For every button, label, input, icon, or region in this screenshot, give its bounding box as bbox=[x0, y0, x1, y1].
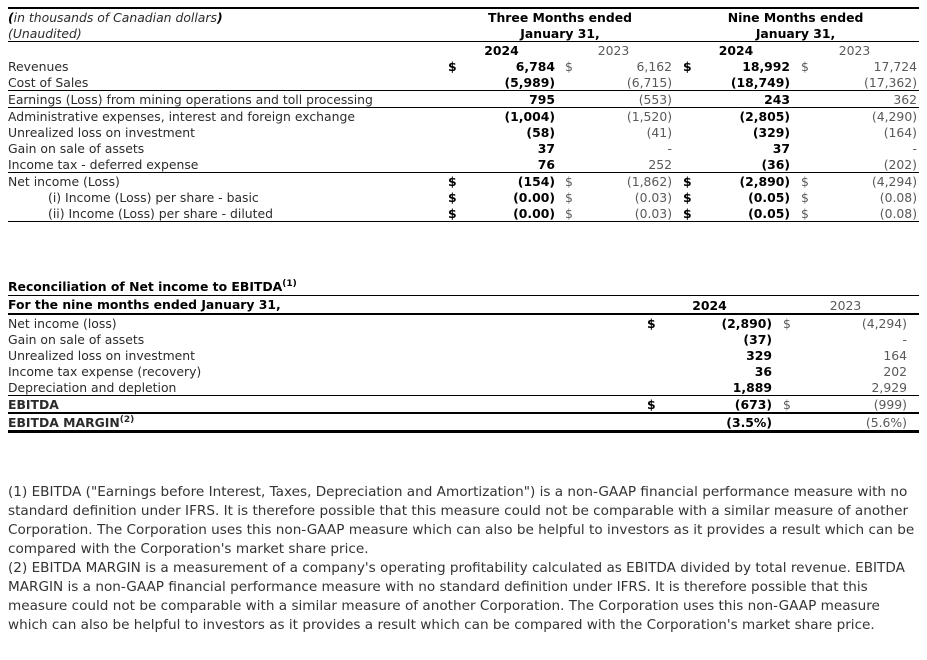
cell-value: (6,715) bbox=[589, 74, 672, 91]
cell-value: 252 bbox=[589, 156, 672, 173]
currency-symbol: $ bbox=[790, 205, 825, 222]
cell-value: (0.03) bbox=[634, 190, 673, 205]
row-label-text: Net income (Loss) bbox=[8, 174, 120, 189]
unit-note-close-paren: ) bbox=[216, 10, 223, 25]
row-label bbox=[8, 74, 448, 91]
cell-value: 164 bbox=[883, 348, 908, 363]
currency-symbol bbox=[772, 331, 807, 347]
cell-value: (0.00) bbox=[513, 190, 555, 205]
table-row bbox=[8, 156, 919, 173]
table-row bbox=[8, 347, 919, 363]
cell-value: (1,862) bbox=[626, 174, 673, 189]
year-header: 2024 bbox=[718, 43, 754, 58]
table-title-row bbox=[8, 277, 919, 296]
year-header: 2024 bbox=[484, 43, 519, 58]
cell-value: 329 bbox=[746, 348, 772, 363]
currency-symbol bbox=[772, 379, 807, 396]
cell-value: (329) bbox=[752, 125, 791, 140]
period-header-nine-months: Nine Months ended bbox=[672, 8, 919, 25]
table-row bbox=[8, 140, 919, 156]
cell-value: (41) bbox=[646, 125, 673, 140]
row-label bbox=[8, 331, 640, 347]
footnote-ref-1: (1) bbox=[282, 278, 297, 289]
cell-value: (0.03) bbox=[589, 205, 672, 222]
currency-symbol bbox=[555, 91, 589, 108]
row-label bbox=[8, 363, 640, 379]
currency-symbol bbox=[640, 347, 671, 363]
cell-value: 18,992 bbox=[742, 59, 791, 74]
cell-value: 202 bbox=[883, 364, 908, 379]
footnote-1: (1) EBITDA ("Earnings before Interest, Taxes, Depreciation and Amortization") is a non-GAAP financial performance measure with no standard definition under IFRS. It is therefore possible that this measure could not be comparable with a similar measure of another Corporation. The Corporation uses this non-GAAP measure which can also be helpful to investors as it provides a result which can be compared with the Corporation's market share price. bbox=[8, 484, 915, 557]
row-label-text: Revenues bbox=[8, 59, 69, 74]
table-row bbox=[8, 58, 919, 74]
cell-value: 6,162 bbox=[636, 59, 673, 74]
row-label bbox=[8, 124, 448, 140]
currency-symbol bbox=[672, 91, 707, 108]
cell-value: (17,362) bbox=[825, 74, 919, 91]
footnote-2: (2) EBITDA MARGIN is a measurement of a company's operating profitability calculated as EBITDA divided by total revenue. EBITDA MARGIN is a non-GAAP financial performance measure with no standard definition under IFRS. It is therefore possible that this measure could not be comparable with a similar measure of another Corporation. The Corporation uses this non-GAAP measure which can also be helpful to investors as it provides a result which can be compared with the Corporation's market share price. bbox=[8, 560, 905, 633]
year-header: 2023 bbox=[772, 296, 919, 315]
row-label bbox=[8, 314, 640, 331]
row-label-text: Unrealized loss on investment bbox=[8, 348, 195, 363]
row-label-text: Cost of Sales bbox=[8, 75, 89, 90]
year-header: 2024 bbox=[640, 296, 772, 315]
row-label-text: Income tax expense (recovery) bbox=[8, 364, 202, 379]
currency-symbol: $ bbox=[448, 174, 457, 189]
table-header-row bbox=[8, 25, 919, 42]
row-label bbox=[8, 396, 640, 414]
row-label bbox=[8, 156, 448, 173]
row-label-text: Gain on sale of assets bbox=[8, 332, 145, 347]
unit-note-open-paren: ( bbox=[8, 10, 14, 25]
cell-value: (2,890) bbox=[739, 174, 791, 189]
currency-symbol bbox=[640, 413, 671, 432]
table-row bbox=[8, 74, 919, 91]
row-label-text: Net income (loss) bbox=[8, 316, 117, 331]
row-label-text: Administrative expenses, interest and foreign exchange bbox=[8, 109, 355, 124]
row-label-text: Income tax - deferred expense bbox=[8, 157, 199, 172]
cell-value: (5,989) bbox=[472, 74, 555, 91]
cell-value: (164) bbox=[883, 125, 918, 140]
cell-value: (18,749) bbox=[707, 74, 790, 91]
cell-value: (1,520) bbox=[626, 109, 673, 124]
currency-symbol bbox=[640, 379, 671, 396]
row-label-text: EBITDA MARGIN bbox=[8, 415, 120, 430]
currency-symbol: $ bbox=[448, 59, 457, 74]
table-row bbox=[8, 413, 919, 432]
spacer-cell bbox=[8, 42, 448, 59]
currency-symbol bbox=[672, 124, 707, 140]
table-title bbox=[8, 277, 919, 296]
row-label bbox=[8, 189, 448, 205]
cell-value: 76 bbox=[472, 156, 555, 173]
row-label-text: Unrealized loss on investment bbox=[8, 125, 195, 140]
table-row bbox=[8, 173, 919, 190]
currency-symbol: $ bbox=[801, 59, 809, 74]
currency-symbol bbox=[555, 108, 589, 125]
currency-symbol bbox=[790, 156, 825, 173]
period-label: For the nine months ended January 31, bbox=[8, 296, 640, 315]
currency-symbol bbox=[772, 347, 807, 363]
cell-value: (0.08) bbox=[879, 190, 918, 205]
cell-value: (1,004) bbox=[504, 109, 555, 124]
cell-value: 36 bbox=[754, 364, 772, 379]
year-header: 2023 bbox=[838, 43, 871, 58]
table-row bbox=[8, 189, 919, 205]
cell-value: (4,294) bbox=[871, 174, 918, 189]
cell-value: 795 bbox=[472, 91, 555, 108]
currency-symbol bbox=[790, 124, 825, 140]
cell-value: (0.05) bbox=[707, 205, 790, 222]
currency-symbol bbox=[790, 140, 825, 156]
cell-value: 1,889 bbox=[671, 379, 772, 396]
cell-value: 6,784 bbox=[515, 59, 555, 74]
row-label-text: (ii) Income (Loss) per share - diluted bbox=[48, 206, 273, 221]
period-date-three-months: January 31, bbox=[448, 25, 672, 42]
row-label-text: Gain on sale of assets bbox=[8, 141, 145, 156]
currency-symbol: $ bbox=[448, 205, 472, 222]
cell-value: (202) bbox=[825, 156, 919, 173]
cell-value: (3.5%) bbox=[671, 413, 772, 432]
row-label-text: Earnings (Loss) from mining operations and toll processing bbox=[8, 92, 373, 107]
income-statement-table bbox=[8, 7, 919, 222]
currency-symbol bbox=[555, 124, 589, 140]
row-label bbox=[8, 347, 640, 363]
currency-symbol: $ bbox=[683, 174, 692, 189]
cell-value: (673) bbox=[671, 396, 772, 414]
currency-symbol bbox=[790, 108, 825, 125]
row-label-text: EBITDA bbox=[8, 397, 59, 412]
currency-symbol bbox=[448, 91, 472, 108]
year-header-row bbox=[8, 42, 919, 59]
currency-symbol bbox=[448, 124, 472, 140]
currency-symbol bbox=[772, 413, 807, 432]
table-row bbox=[8, 396, 919, 414]
table-row bbox=[8, 379, 919, 396]
table-title-text: Reconciliation of Net income to EBITDA bbox=[8, 279, 283, 294]
currency-symbol bbox=[448, 156, 472, 173]
currency-symbol: $ bbox=[555, 205, 589, 222]
currency-symbol: $ bbox=[772, 396, 807, 414]
currency-symbol bbox=[448, 140, 472, 156]
currency-symbol: $ bbox=[565, 174, 573, 189]
cell-value: (0.08) bbox=[825, 205, 919, 222]
cell-value: - bbox=[912, 141, 918, 156]
currency-symbol bbox=[448, 74, 472, 91]
currency-symbol bbox=[555, 74, 589, 91]
table-header-row bbox=[8, 296, 919, 315]
period-date-nine-months: January 31, bbox=[672, 25, 919, 42]
currency-symbol bbox=[672, 108, 707, 125]
table-row bbox=[8, 124, 919, 140]
currency-symbol bbox=[640, 331, 671, 347]
cell-value: 362 bbox=[825, 91, 919, 108]
currency-symbol: $ bbox=[647, 316, 656, 331]
unit-note bbox=[8, 8, 448, 25]
currency-symbol bbox=[555, 156, 589, 173]
currency-symbol: $ bbox=[640, 396, 671, 414]
currency-symbol bbox=[640, 363, 671, 379]
table-row bbox=[8, 91, 919, 108]
cell-value: (154) bbox=[517, 174, 555, 189]
unit-note-text: in thousands of Canadian dollars bbox=[13, 10, 217, 25]
unaudited-note: (Unaudited) bbox=[8, 25, 448, 42]
cell-value: - bbox=[902, 332, 908, 347]
currency-symbol bbox=[672, 74, 707, 91]
cell-value: 17,724 bbox=[873, 59, 918, 74]
row-label bbox=[8, 205, 448, 222]
ebitda-reconciliation-table bbox=[8, 277, 919, 433]
row-label-text: Depreciation and depletion bbox=[8, 380, 177, 395]
currency-symbol: $ bbox=[672, 205, 707, 222]
cell-value: 37 bbox=[537, 141, 555, 156]
row-label bbox=[8, 108, 448, 125]
footnote-ref-2: (2) bbox=[119, 414, 135, 425]
table-row bbox=[8, 331, 919, 347]
cell-value: (58) bbox=[526, 125, 555, 140]
period-header-three-months: Three Months ended bbox=[448, 8, 672, 25]
table-row bbox=[8, 363, 919, 379]
row-label-text: (i) Income (Loss) per share - basic bbox=[48, 190, 259, 205]
row-label bbox=[8, 58, 448, 74]
currency-symbol: $ bbox=[565, 59, 573, 74]
currency-symbol bbox=[790, 74, 825, 91]
currency-symbol bbox=[772, 363, 807, 379]
table-row bbox=[8, 314, 919, 331]
currency-symbol: $ bbox=[683, 190, 692, 205]
cell-value: (553) bbox=[589, 91, 672, 108]
footnotes bbox=[8, 483, 919, 635]
row-label bbox=[8, 379, 640, 396]
cell-value: 37 bbox=[772, 141, 791, 156]
cell-value: (36) bbox=[707, 156, 790, 173]
currency-symbol bbox=[672, 156, 707, 173]
currency-symbol bbox=[672, 140, 707, 156]
cell-value: 243 bbox=[707, 91, 790, 108]
cell-value: (2,805) bbox=[739, 109, 791, 124]
cell-value: (5.6%) bbox=[807, 413, 919, 432]
cell-value: (999) bbox=[807, 396, 919, 414]
currency-symbol: $ bbox=[801, 174, 809, 189]
currency-symbol: $ bbox=[565, 190, 573, 205]
cell-value: (0.00) bbox=[472, 205, 555, 222]
table-row bbox=[8, 205, 919, 222]
row-label bbox=[8, 173, 448, 190]
cell-value: (4,294) bbox=[861, 316, 908, 331]
currency-symbol bbox=[555, 140, 589, 156]
table-header-row bbox=[8, 8, 919, 25]
row-label bbox=[8, 413, 640, 432]
cell-value: (2,890) bbox=[721, 316, 772, 331]
cell-value: (0.05) bbox=[748, 190, 791, 205]
cell-value: - bbox=[667, 141, 673, 156]
currency-symbol bbox=[790, 91, 825, 108]
table-row bbox=[8, 108, 919, 125]
currency-symbol: $ bbox=[448, 190, 457, 205]
currency-symbol: $ bbox=[801, 190, 809, 205]
cell-value: (4,290) bbox=[871, 109, 918, 124]
currency-symbol bbox=[448, 108, 472, 125]
cell-value: (37) bbox=[743, 332, 772, 347]
row-label bbox=[8, 140, 448, 156]
year-header: 2023 bbox=[597, 43, 630, 58]
currency-symbol: $ bbox=[783, 316, 791, 331]
currency-symbol: $ bbox=[683, 59, 692, 74]
row-label bbox=[8, 91, 448, 108]
cell-value: 2,929 bbox=[807, 379, 919, 396]
